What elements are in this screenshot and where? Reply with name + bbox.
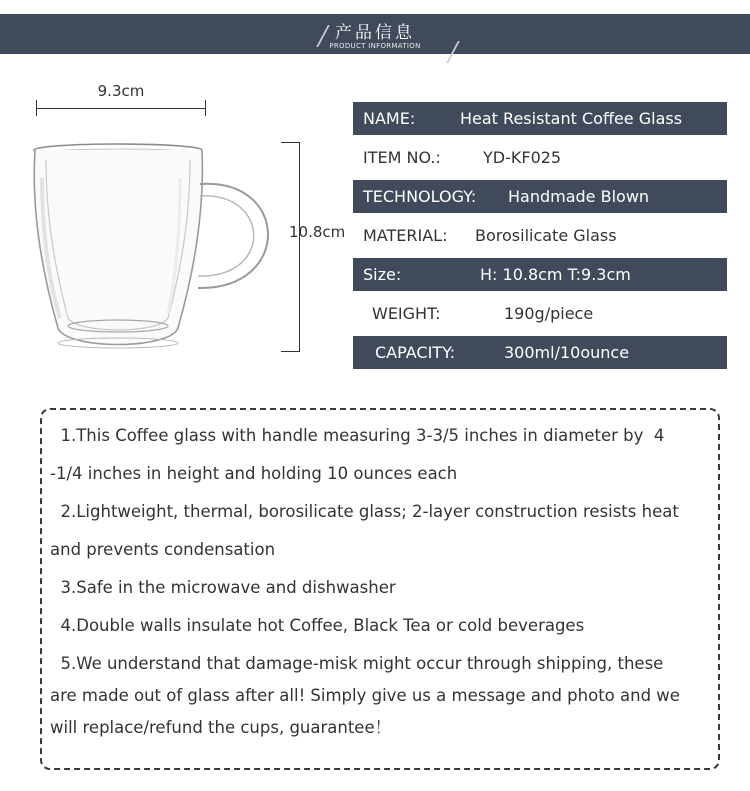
spec-value: Borosilicate Glass	[475, 226, 617, 245]
feature-line: 5.We understand that damage-misk might occur through shipping, these	[50, 654, 664, 673]
height-label: 10.8cm	[289, 223, 346, 241]
height-tick-bottom	[281, 351, 300, 352]
spec-key: MATERIAL:	[363, 226, 448, 245]
spec-key: NAME:	[363, 109, 416, 128]
spec-value: H: 10.8cm T:9.3cm	[480, 265, 631, 284]
spec-row-material	[353, 219, 727, 252]
height-tick-top	[281, 142, 300, 143]
feature-line: will replace/refund the cups, guarantee！	[50, 718, 392, 737]
section-banner	[0, 14, 750, 54]
spec-row-capacity	[353, 336, 727, 369]
height-dimension	[281, 142, 301, 352]
glass-cup-image	[30, 138, 275, 358]
feature-line: and prevents condensation	[50, 540, 276, 559]
feature-line: are made out of glass after all! Simply give us a message and photo and we	[50, 686, 680, 705]
spec-row-size	[353, 258, 727, 291]
feature-line: 2.Lightweight, thermal, borosilicate glass; 2-layer construction resists heat	[50, 502, 679, 521]
spec-row-technology	[353, 180, 727, 213]
width-tick-left	[36, 100, 37, 116]
spec-value: YD-KF025	[483, 148, 562, 167]
height-line	[299, 142, 300, 352]
feature-line: 1.This Coffee glass with handle measuring 3-3/5 inches in diameter by 4	[50, 426, 665, 445]
spec-key: Size:	[363, 265, 402, 284]
spec-value: 190g/piece	[504, 304, 594, 323]
feature-line: -1/4 inches in height and holding 10 ounces each	[50, 464, 458, 483]
spec-key: ITEM NO.:	[363, 148, 441, 167]
feature-line: 4.Double walls insulate hot Coffee, Black Tea or cold beverages	[50, 616, 585, 635]
width-dimension	[36, 82, 206, 118]
banner-title-zh: 产品信息	[335, 23, 415, 43]
spec-value: Handmade Blown	[508, 187, 650, 206]
features-box	[40, 408, 720, 770]
spec-key: WEIGHT:	[372, 304, 441, 323]
width-line	[36, 108, 206, 109]
spec-value: 300ml/10ounce	[504, 343, 630, 362]
spec-value: Heat Resistant Coffee Glass	[460, 109, 683, 128]
width-label: 9.3cm	[97, 82, 145, 100]
banner-title-en: PRODUCT INFORMATION	[329, 42, 421, 50]
spec-key: CAPACITY:	[375, 343, 456, 362]
spec-row-item-no	[353, 141, 727, 174]
spec-row-name	[353, 102, 727, 135]
feature-line: 3.Safe in the microwave and dishwasher	[50, 578, 396, 597]
spec-key: TECHNOLOGY:	[363, 187, 477, 206]
spec-row-weight	[353, 297, 727, 330]
width-tick-right	[205, 100, 206, 116]
